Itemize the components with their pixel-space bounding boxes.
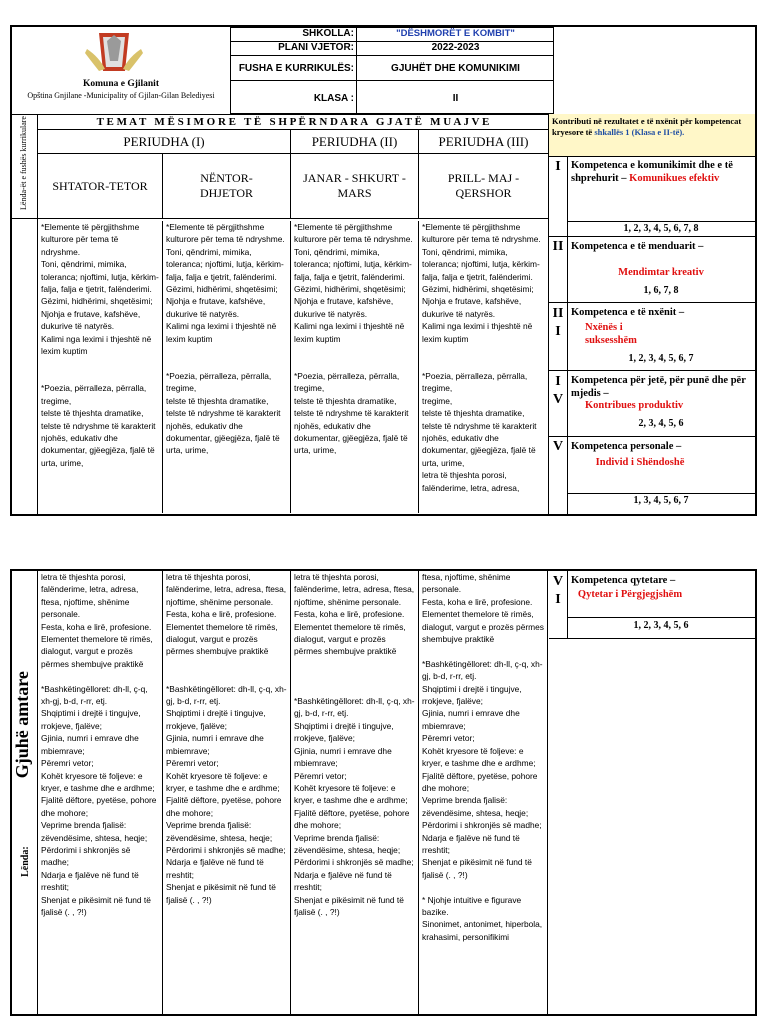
competence-5-numeral: V — [552, 439, 564, 454]
months-bottom-line — [10, 218, 548, 219]
competence-1-title: Kompetenca e komunikimit dhe e të shprehurit – — [571, 160, 733, 184]
header-info-hline — [230, 80, 554, 81]
class-label: KLASA : — [313, 93, 354, 104]
annual-plan-value: 2022-2023 — [431, 42, 480, 53]
contribution-text-3: 1 (Klasa e II-të). — [623, 127, 685, 137]
competence-2-title: Kompetenca e të menduarit – — [571, 241, 704, 252]
period-2-header: PERIUDHA (II) — [291, 130, 419, 154]
competence-5 — [549, 437, 755, 514]
subject-area-label: Lënda-ët e fushës kurrikulare — [19, 116, 28, 210]
competence-5-role: Individ i Shëndoshë — [595, 457, 685, 468]
competence-2-nums: 1, 6, 7, 8 — [643, 285, 679, 296]
competence-5-nums: 1, 3, 4, 5, 6, 7 — [633, 495, 689, 506]
themes-column-1: *Elemente të përgjithshme kulturore për tema të ndryshme. Toni, qëndrimi, mimika, toleranca; njoftimi, lutja, kërkim-falja, falja e tjetrit, falënderimi. Gëzimi, hidhërimi, shqetësimi; Njohja e frutave, kafshëve, dukurive të natyrës. Kalimi nga leximi i thjeshtë në lexim kuptim *Poezia, përralleza, përralla, tregime, telste të thjeshta dramatike, telste të ndryshme të karakterit njohës, edukativ dhe dokumentar, gjëegjëza, fjalë të urta, urime, — [38, 221, 163, 513]
competence-5-title: Kompetenca personale – — [571, 441, 682, 452]
months-3-label: JANAR - SHKURT - MARS — [303, 171, 406, 200]
themes-p2-column-2: letra të thjeshta porosi, falënderime, letra, adresa, ftesa, njoftime, shënime personale. Festa, koha e lirë, profesione. Elementet themelore të rimës, dialogut, vargut e prozës përmes shembujve praktikë *Bashkëtingëlloret: dh-ll, ç-q, xh-gj, b-d, r-rr, etj. Shqiptimi i drejtë i tingujve, rrokjeve, fjalëve; Gjinia, numri i emrave dhe mbiemrave; Përemri vetor; Kohët kryesore të foljeve: e kryer, e tashme dhe e ardhme; Fjalitë dëftore, pyetëse, pohore dhe mohore; Veprime brenda fjalisë: zëvendësime, shtesa, heqje; Përdorimi i shkronjës së madhe; Ndarja e fjalëve në fund të rreshtit; Shenjat e pikësimit në fund të fjalisë (. , ?!) — [163, 571, 291, 1014]
school-label: SHKOLLA: — [302, 28, 354, 39]
contribution-note — [549, 114, 755, 156]
competence-6-title: Kompetenca qytetare – — [571, 575, 676, 586]
competence-6-nums: 1, 2, 3, 4, 5, 6 — [633, 620, 689, 631]
body-left-spacer — [12, 219, 38, 514]
themes-column-3: *Elemente të përgjithshme kulturore për tema të ndryshme. Toni, qëndrimi, mimika, toleranca; njoftimi, lutja, kërkim-falja, falja e tjetrit, falënderimi. Gëzimi, hidhërimi, shqetësimi; Njohja e frutave, kafshëve, dukurive të natyrës. Kalimi nga leximi i thjeshtë në lexim kuptim *Poezia, përralleza, përralla, tregime, telste të thjeshta dramatike, telste të ndryshme të karakterit njohës, edukativ dhe dokumentar, gjëegjëza, fjalë të urta, urime, — [291, 221, 419, 513]
subject-label-group — [12, 651, 38, 897]
period-3-header: PERIUDHA (III) — [419, 130, 548, 154]
contribution-text-2: shkallës — [594, 127, 624, 137]
themes-column-2: *Elemente të përgjithshme kulturore për tema të ndryshme. Toni, qëndrimi, mimika, toleranca; njoftimi, lutja, kërkim-falja, falja e tjetrit, falënderimi. Gëzimi, hidhërimi, shqetësimi; Njohja e frutave, kafshëve, dukurive të natyrës. Kalimi nga leximi i thjeshtë në lexim kuptim *Poezia, përralleza, përralla, tregime, telste të thjeshta dramatike, telste të ndryshme të karakterit njohës, edukativ dhe dokumentar, gjëegjëza, fjalë të urta, urime, — [163, 221, 291, 513]
themes-p2-column-3: letra të thjeshta porosi, falënderime, letra, adresa, ftesa, njoftime, shënime personale. Festa, koha e lirë, profesione. Elementet themelore të rimës, dialogut, vargut e prozës përmes shembujve praktikë *Bashkëtingëlloret: dh-ll, ç-q, xh-gj, b-d, r-rr, etj. Shqiptimi i drejtë i tingujve, rrokjeve, fjalëve; Gjinia, numri i emrave dhe mbiemrave; Përemri vetor; Kohët kryesore të foljeve: e kryer, e tashme dhe e ardhme; Fjalitë dëftore, pyetëse, pohore dhe mohore; Veprime brenda fjalisë: zëvendësime, shtesa, heqje; Përdorimi i shkronjës së madhe; Ndarja e fjalëve në fund të rreshtit; Shenjat e pikësimit në fund të fjalisë (. , ?!) — [291, 571, 419, 1014]
municipality-logo-icon — [81, 31, 147, 77]
competence-2 — [549, 237, 755, 303]
months-4-label: PRILL- MAJ - QERSHOR — [447, 171, 520, 200]
themes-p2-column-4: ftesa, njoftime, shënime personale. Festa, koha e lirë, profesione. Elementet themelore të rimës, dialogut, vargut e prozës përmes shembujve praktikë *Bashkëtingëlloret: dh-ll, ç-q, xh-gj, b-d, r-rr, etj. Shqiptimi i drejtë i tingujve, rrokjeve, fjalëve; Gjinia, numri i emrave dhe mbiemrave; Përemri vetor; Kohët kryesore të foljeve: e kryer, e tashme dhe e ardhme; Fjalitë dëftore, pyetëse, pohore dhe mohore; Veprime brenda fjalisë: zëvendësime, shtesa, heqje; Përdorimi i shkronjës së madhe; Ndarja e fjalëve në fund të rreshtit; Shenjat e pikësimit në fund të fjalisë (. , ?!) * Njohje intuitive e figurave bazike. Sinonimet, antonimet, hiperbola, krahasimi, personifikimi — [419, 571, 548, 1014]
competence-6-role: Qytetar i Përgjegjshëm — [577, 589, 683, 600]
competence-3-numeral: II I — [552, 306, 564, 339]
months-3-header — [291, 154, 419, 218]
competence-4-nums: 2, 3, 4, 5, 6 — [638, 418, 684, 429]
competence-1-numeral: I — [555, 159, 561, 174]
competence-6-numeral: V I — [552, 574, 564, 607]
logo-subtitle: Opština Gnjilane -Municipality of Gjilan-Gilan Belediyesi — [27, 91, 215, 100]
months-2-header — [163, 154, 291, 218]
logo-title: Komuna e Gjilanit — [82, 79, 159, 89]
annual-plan-label: PLANI VJETOR: — [278, 42, 354, 53]
competence-3-role: Nxënës i suksesshëm — [585, 322, 637, 346]
competence-1-nums: 1, 2, 3, 4, 5, 6, 7, 8 — [623, 223, 699, 234]
subject-area-label-cell — [12, 114, 38, 218]
competence-2-role: Mendimtar kreativ — [618, 267, 704, 278]
competence-3 — [549, 303, 755, 371]
months-2-label: NËNTOR- DHJETOR — [199, 171, 254, 200]
competences-column — [549, 157, 755, 514]
competence-5-nums-line — [567, 493, 755, 494]
subject-name: Gjuhë amtare — [12, 671, 32, 779]
themes-column-4: *Elemente të përgjithshme kulturore për tema të ndryshme. Toni, qëndrimi, mimika, toleranca; njoftimi, lutja, kërkim-falja, falja e tjetrit, falënderimi. Gëzimi, hidhërimi, shqetësimi; Njohja e frutave, kafshëve, dukurive të natyrës. Kalimi nga leximi i thjeshtë në lexim kuptim *Poezia, përralleza, përralla, tregime, tregime, telste të thjeshta dramatike, telste të ndryshme të karakterit njohës, edukativ dhe dokumentar, gjëegjëza, fjalë të urta, urime, letra të thjeshta porosi, falënderime, letra, adresa, — [422, 222, 541, 493]
subject-prefix: Lënda: — [20, 846, 31, 877]
competence-6-nums-line — [567, 617, 755, 618]
contribution-text-1: Kontributi në rezultatet e të nxënit për kompetencat kryesore të — [552, 116, 742, 137]
page-1 — [10, 25, 757, 516]
period-1-header: PERIUDHA (I) — [38, 130, 291, 154]
competence-4-title: Kompetenca për jetë, për punë dhe për mjedis – — [571, 375, 746, 399]
competence-2-numeral: II — [552, 239, 564, 254]
competence-6 — [549, 571, 755, 639]
months-4-header — [419, 154, 548, 218]
curriculum-field-label: FUSHA E KURRIKULËS: — [238, 63, 354, 74]
school-value: "DËSHMORËT E KOMBIT" — [396, 28, 515, 39]
header-info-hline — [230, 55, 554, 56]
competence-1-role: Komunikues efektiv — [629, 173, 720, 184]
competence-4-numeral: I V — [552, 374, 564, 407]
competence-4 — [549, 371, 755, 437]
themes-p2-column-1: letra të thjeshta porosi, falënderime, letra, adresa, ftesa, njoftime, shënime personale. Festa, koha e lirë, profesione. Elementet themelore të rimës, dialogut, vargut e prozës përmes shembujve praktikë *Bashkëtingëlloret: dh-ll, ç-q, xh-gj, b-d, r-rr, etj. Shqiptimi i drejtë i tingujve, rrokjeve, fjalëve; Gjinia, numri i emrave dhe mbiemrave; Përemri vetor; Kohët kryesore të foljeve: e kryer, e tashme dhe e ardhme; Fjalitë dëftore, pyetëse, pohore dhe mohore; Veprime brenda fjalisë: zëvendësime, shtesa, heqje; Përdorimi i shkronjës së madhe; Ndarja e fjalëve në fund të rreshtit; Shenjat e pikësimit në fund të fjalisë (. , ?!) — [38, 571, 163, 1014]
curriculum-field-value: GJUHËT DHE KOMUNIKIMI — [391, 63, 520, 74]
competence-1-text — [571, 159, 753, 185]
page-2 — [10, 569, 757, 1016]
competence-1 — [549, 157, 755, 237]
header-info-table — [230, 27, 554, 114]
logo-area — [12, 27, 230, 114]
competence-1-nums-line — [567, 221, 755, 222]
class-value: II — [452, 93, 459, 104]
themes-band-title: T E M A T M Ë S I M O R E T Ë S H P Ë R N D A R A G J A T Ë M U A J V E — [38, 114, 548, 130]
months-1-header — [38, 154, 163, 218]
months-1-label: SHTATOR-TETOR — [52, 178, 148, 193]
competence-3-title: Kompetenca e të nxënit – — [571, 307, 685, 318]
competence-4-role: Kontribues produktiv — [585, 400, 684, 411]
subject-cell — [12, 571, 38, 1014]
competence-3-nums: 1, 2, 3, 4, 5, 6, 7 — [628, 353, 694, 364]
